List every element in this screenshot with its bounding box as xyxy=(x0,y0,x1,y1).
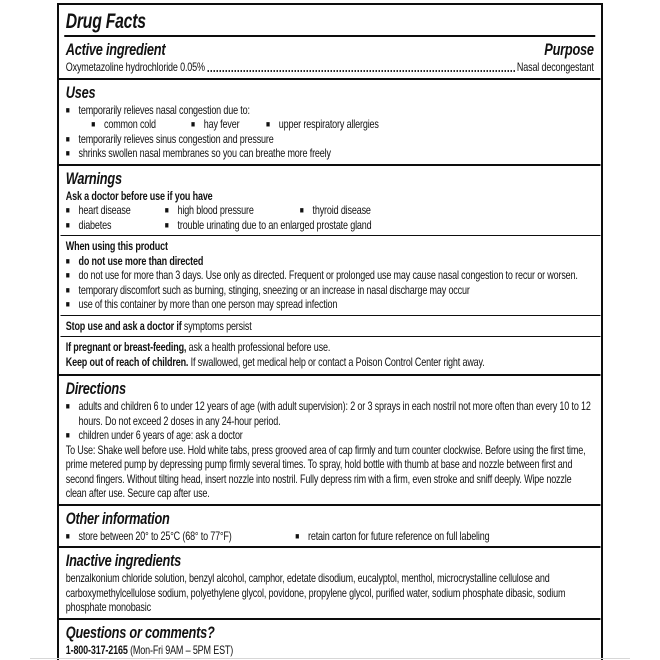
section-warnings xyxy=(59,166,601,236)
other-information-row xyxy=(66,529,594,544)
drug-facts-panel xyxy=(57,3,603,660)
keep-out-bold-text: Keep out of reach of children. xyxy=(65,354,189,369)
ask-doctor-heading: Ask a doctor before use if you have xyxy=(65,188,213,203)
list-item xyxy=(66,268,594,283)
directions-heading: Directions xyxy=(65,379,126,398)
uses-bullet-text: shrinks swollen nasal membranes so you can breathe more freely xyxy=(78,146,331,160)
section-uses xyxy=(59,80,601,164)
bullet-icon: ■ xyxy=(266,119,270,129)
phone-line xyxy=(66,643,594,658)
bullet-icon: ■ xyxy=(65,270,70,280)
active-ingredient-purpose: Nasal decongestant xyxy=(516,60,594,74)
inactive-ingredients-list: benzalkonium chloride solution, benzyl alcohol, camphor, edetate disodium, eucalyptol, menthol, microcrystalline cellulose and carboxymethylcellulose sodium, polyethylene glycol, povidone, propylene glycol, purified water, sodium phosphate dibasic, sodium phosphate monobasic xyxy=(65,571,566,614)
list-item xyxy=(165,203,300,218)
uses-heading: Uses xyxy=(65,82,96,102)
phone-hours: (Mon-Fri 9AM – 5PM EST) xyxy=(130,642,234,657)
list-item xyxy=(66,103,594,118)
section-active-ingredient xyxy=(59,37,601,78)
bullet-icon: ■ xyxy=(65,255,70,266)
inactive-ingredients-heading: Inactive ingredients xyxy=(65,551,182,570)
active-ingredient-name: Oxymetazoline hydrochloride 0.05% xyxy=(65,60,205,74)
section-other-information xyxy=(59,506,601,547)
when-using-heading: When using this product xyxy=(65,239,168,253)
image-edge-artifact xyxy=(30,658,630,659)
condition-label: heart disease xyxy=(78,203,131,217)
bullet-icon: ■ xyxy=(91,119,96,129)
questions-heading: Questions or comments? xyxy=(65,622,215,642)
bullet-icon: ■ xyxy=(295,530,300,541)
list-item xyxy=(66,283,594,298)
list-item xyxy=(66,203,165,218)
list-item xyxy=(266,117,379,132)
section-questions xyxy=(59,620,601,660)
other-information-heading: Other information xyxy=(65,508,170,528)
condition-label: high blood pressure xyxy=(177,203,254,217)
section-stop-use xyxy=(59,316,601,337)
section-when-using xyxy=(59,236,601,315)
bullet-icon: ■ xyxy=(65,401,70,411)
bullet-icon: ■ xyxy=(191,119,195,129)
stop-use-bold-text: Stop use and ask a doctor if xyxy=(65,318,182,333)
section-inactive-ingredients xyxy=(59,548,601,618)
when-using-bullet-text: do not use for more than 3 days. Use only as directed. Frequent or prolonged use may cause nasal congestion to recur or worsen. xyxy=(78,268,578,282)
cause-label: upper respiratory allergies xyxy=(278,117,379,131)
conditions-row xyxy=(66,203,594,218)
list-item xyxy=(66,297,594,312)
keep-out-line xyxy=(66,355,594,370)
list-item xyxy=(66,428,594,443)
condition-label: trouble urinating due to an enlarged prostate gland xyxy=(177,217,372,232)
uses-causes-row xyxy=(66,117,594,132)
list-item xyxy=(66,132,594,147)
purpose-heading: Purpose xyxy=(544,40,594,59)
list-item xyxy=(66,218,165,233)
bullet-icon: ■ xyxy=(65,430,70,440)
bullet-icon: ■ xyxy=(65,284,70,295)
other-info-item: retain carton for future reference on full labeling xyxy=(308,528,490,543)
stop-use-rest-text: symptoms persist xyxy=(183,318,252,333)
list-item xyxy=(66,399,594,428)
list-item xyxy=(191,117,266,132)
pregnancy-rest-text: ask a health professional before use. xyxy=(188,340,331,354)
dotted-leader xyxy=(207,70,515,72)
list-item xyxy=(66,254,594,269)
directions-bullet-text: adults and children 6 to under 12 years of age (with adult supervision): 2 or 3 sprays in each nostril not more often than every 10 to 12 hours. Do not exceed 2 doses in any 24-hour period. xyxy=(78,399,591,428)
to-use-paragraph: To Use: Shake well before use. Hold white tabs, press grooved area of cap firmly and turn counter clockwise. Before using the first time, prime metered pump by depressing pump firmly several times. To spray, hold bottle with thumb at base and nozzle between first and second fingers. Without tilting head, insert nozzle into nostril. Fully depress rim with a firm, even stroke and sniff deeply. Wipe nozzle clean after use. Secure cap after use. xyxy=(65,442,586,500)
list-item xyxy=(295,529,489,544)
list-item xyxy=(91,117,191,132)
when-using-bullet-text: use of this container by more than one person may spread infection xyxy=(78,297,338,311)
conditions-row xyxy=(66,218,594,233)
bullet-icon: ■ xyxy=(65,104,70,115)
section-directions xyxy=(59,376,601,504)
cause-label: hay fever xyxy=(203,117,240,131)
bullet-icon: ■ xyxy=(65,148,70,158)
when-using-bullet-text: temporary discomfort such as burning, stinging, sneezing or an increase in nasal discharge may occur xyxy=(78,282,470,297)
list-item xyxy=(300,203,371,218)
warnings-heading: Warnings xyxy=(65,168,122,188)
active-ingredient-heading-row xyxy=(66,39,594,60)
list-item xyxy=(66,529,296,544)
uses-bullet-text: temporarily relieves sinus congestion and pressure xyxy=(78,131,274,146)
uses-intro-text: temporarily relieves nasal congestion due to: xyxy=(78,102,250,117)
pregnancy-line xyxy=(66,340,594,355)
active-ingredient-heading: Active ingredient xyxy=(65,40,166,59)
phone-number: 1-800-317-2165 xyxy=(65,642,128,657)
bullet-icon: ■ xyxy=(65,219,70,230)
pregnancy-bold-text: If pregnant or breast-feeding, xyxy=(65,340,187,354)
cause-label: common cold xyxy=(104,117,156,131)
drug-facts-header xyxy=(64,5,595,37)
bullet-icon: ■ xyxy=(299,205,304,215)
bullet-icon: ■ xyxy=(65,205,70,215)
stop-use-line xyxy=(66,319,594,334)
bullet-icon: ■ xyxy=(65,530,70,541)
bullet-icon: ■ xyxy=(164,205,169,215)
other-info-item: store between 20° to 25°C (68° to 77°F) xyxy=(78,528,232,543)
bullet-icon: ■ xyxy=(65,133,70,144)
condition-label: diabetes xyxy=(78,217,112,232)
active-ingredient-row xyxy=(66,60,594,75)
list-item xyxy=(66,146,594,161)
section-pregnancy-children xyxy=(59,337,601,374)
bullet-icon: ■ xyxy=(164,219,169,230)
keep-out-rest-text: If swallowed, get medical help or contact a Poison Control Center right away. xyxy=(190,354,485,369)
page-title: Drug Facts xyxy=(65,10,146,33)
directions-bullet-text: children under 6 years of age: ask a doctor xyxy=(78,428,243,442)
condition-label: thyroid disease xyxy=(312,203,371,217)
list-item xyxy=(165,218,372,233)
bullet-icon: ■ xyxy=(65,299,70,309)
label-content xyxy=(59,5,601,660)
when-using-bullet-text: do not use more than directed xyxy=(78,253,204,268)
